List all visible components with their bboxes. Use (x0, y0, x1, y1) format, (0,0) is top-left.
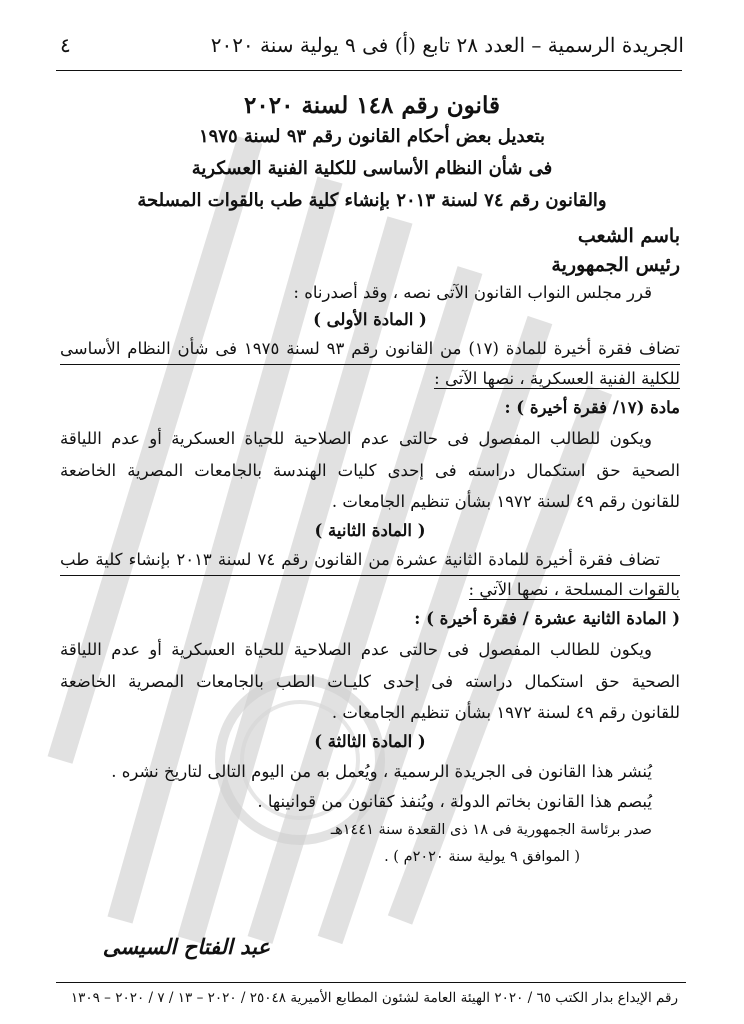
article-3-text-2: يُبصم هذا القانون بخاتم الدولة ، ويُنفذ كقانون من قوانينها . (257, 792, 652, 811)
law-subtitle-2: فى شأن النظام الأساسى للكلية الفنية العسكرية (191, 158, 553, 179)
page-header (60, 28, 684, 62)
article-1-text-1: ويكون للطالب المفصول فى حالتى عدم الصلاحية للحياة العسكرية أو عدم اللياقة (60, 429, 652, 448)
article-1-line-1: تضاف فقرة أخيرة للمادة (١٧) من القانون رقم ٩٣ لسنة ١٩٧٥ فى شأن النظام الأساسى (60, 334, 680, 365)
article-3-text-1: يُنشر هذا القانون فى الجريدة الرسمية ، ويُعمل به من اليوم التالى لتاريخ نشره . (111, 762, 652, 781)
article-1-heading: ( المادة الأولى ) (313, 310, 427, 329)
page-number: ٤ (60, 33, 71, 57)
article-2-text-1: ويكون للطالب المفصول فى حالتى عدم الصلاحية للحياة العسكرية أو عدم اللياقة (60, 640, 652, 659)
article-2-line-2-text: بالقوات المسلحة ، نصها الآتي : (468, 580, 680, 599)
article-2-text-2: الصحية حق استكمال دراسته فى إحدى كليـات الطب بالجامعات المصرية الخاضعة (60, 672, 680, 691)
issued-date-hijri: صدر برئاسة الجمهورية فى ١٨ ذى القعدة سنة ١٤٤١هـ (330, 822, 652, 838)
article-1-text-2: الصحية حق استكمال دراسته فى إحدى كليات الهندسة بالجامعات المصرية الخاضعة (60, 461, 680, 480)
article-2-line-1: تضاف فقرة أخيرة للمادة الثانية عشرة من القانون رقم ٧٤ لسنة ٢٠١٣ بإنشاء كلية طب (60, 545, 680, 576)
article-2-sub-heading: ( المادة الثانية عشرة / فقرة أخيرة ) : (414, 609, 680, 628)
law-title: قانون رقم ١٤٨ لسنة ٢٠٢٠ (244, 92, 500, 119)
article-3-heading: ( المادة الثالثة ) (314, 732, 426, 751)
president-signature: عبد الفتاح السيسى (102, 934, 270, 959)
decree-text: قرر مجلس النواب القانون الآتى نصه ، وقد أصدرناه : (293, 283, 652, 302)
law-subtitle-1: بتعديل بعض أحكام القانون رقم ٩٣ لسنة ١٩٧٥ (198, 126, 546, 147)
president-title: رئيس الجمهورية (551, 254, 680, 276)
article-1-text-3: للقانون رقم ٤٩ لسنة ١٩٧٢ بشأن تنظيم الجامعات . (331, 492, 680, 511)
law-subtitle-3: والقانون رقم ٧٤ لسنة ٢٠١٣ بإنشاء كلية طب بالقوات المسلحة (137, 190, 607, 211)
law-body (60, 222, 680, 870)
article-2-line-2 (60, 576, 680, 604)
in-name-of-people: باسم الشعب (577, 225, 680, 247)
page-footer: رقم الإيداع بدار الكتب ٦٥ / ٢٠٢٠ الهيئة العامة لشئون المطابع الأميرية ٢٥٠٤٨ / ٢٠٢٠ – ١٣ / ٧ / ٢٠٢٠ – ١٣٠٩ (70, 990, 678, 1006)
header-publication: الجريدة الرسمية – العدد ٢٨ تابع (أ) فى ٩ يولية سنة ٢٠٢٠ (210, 33, 684, 57)
header-divider (56, 70, 682, 71)
law-title-block (60, 92, 684, 221)
article-1-sub-heading: مادة (١٧/ فقرة أخيرة ) : (504, 398, 680, 417)
article-1-line-2 (60, 365, 680, 393)
article-1-line-2-text: للكلية الفنية العسكرية ، نصها الآتى : (434, 369, 680, 388)
footer-divider (56, 982, 686, 983)
issued-date-gregorian: ( الموافق ٩ يولية سنة ٢٠٢٠م ) . (384, 849, 580, 865)
article-2-text-3: للقانون رقم ٤٩ لسنة ١٩٧٢ بشأن تنظيم الجامعات . (331, 703, 680, 722)
article-2-heading: ( المادة الثانية ) (314, 521, 426, 540)
